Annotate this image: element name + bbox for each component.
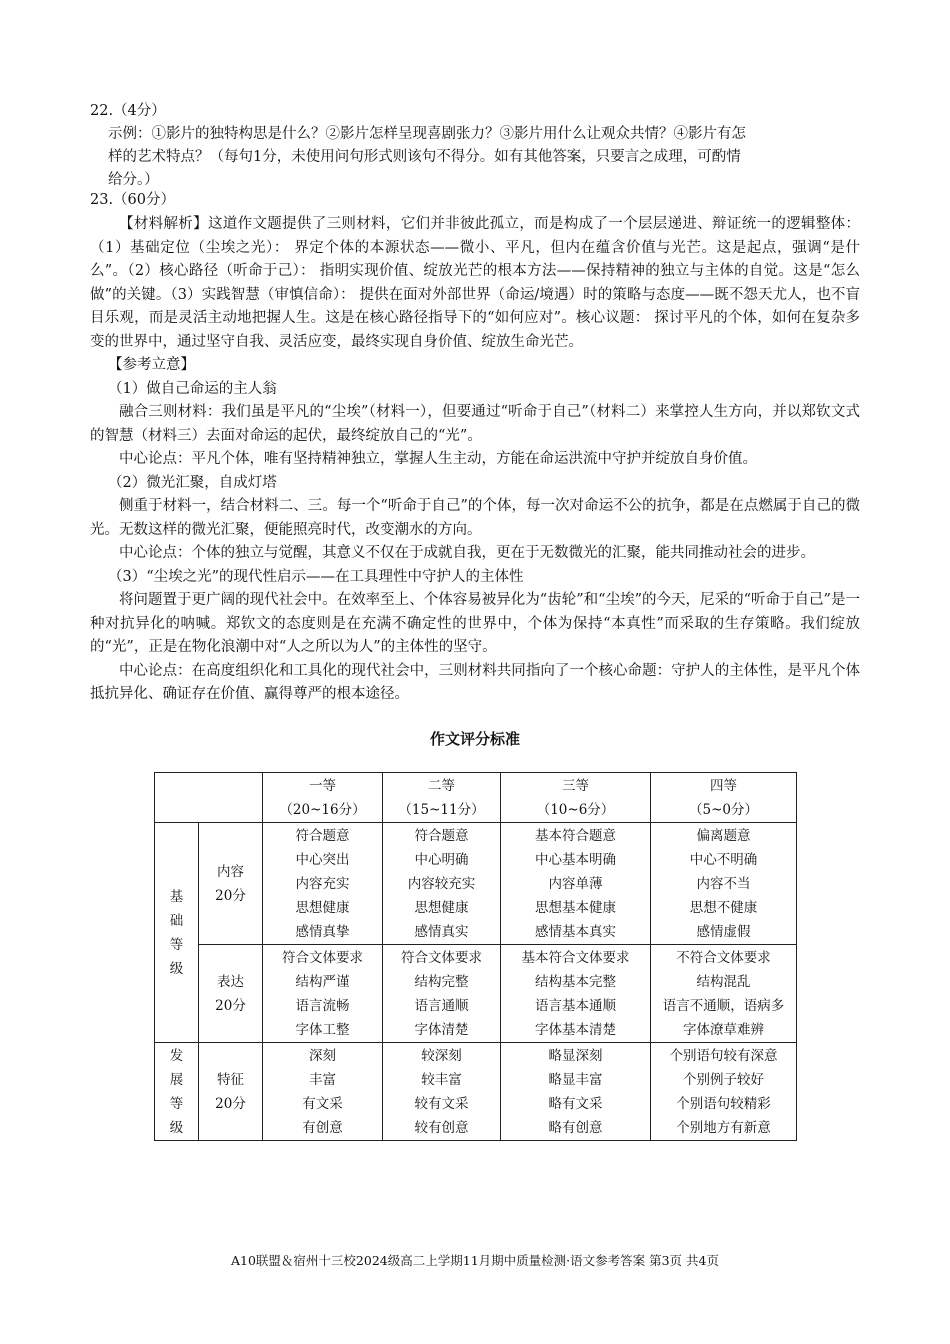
q23-heading: 23.（60分）	[90, 192, 176, 208]
table-cell: 偏离题意 中心不明确 内容不当 思想不健康 感情虚假	[651, 823, 797, 945]
header-grade-1: 一等 （20~16分）	[263, 773, 383, 823]
idea-3-center: 中心论点：在高度组织化和工具化的现代社会中，三则材料共同指向了一个核心命题：守护人的主体性，是平凡个体抵抗异化、确证存在价值、赢得尊严的根本途径。	[90, 662, 860, 702]
vertical-group-char: 础	[169, 912, 184, 929]
vertical-group-char: 级	[169, 960, 184, 977]
vertical-group-char: 等	[169, 1095, 184, 1112]
header-grade-4: 四等 （5~0分）	[651, 773, 797, 823]
table-cell: 符合文体要求 结构完整 语言通顺 字体清楚	[383, 945, 501, 1043]
vertical-group-char: 级	[169, 1119, 184, 1136]
vertical-group-char: 基	[169, 888, 184, 905]
vertical-group-char: 发	[169, 1047, 184, 1064]
table-row	[155, 945, 797, 1043]
q22-heading: 22.（4分）	[90, 103, 166, 119]
group-development-level	[155, 1043, 199, 1141]
table-corner-cell	[155, 773, 263, 823]
q22-line2: 样的艺术特点？（每句1分，未使用问句形式则该句不得分。如有其他答案，只要言之成理，可酌情	[108, 149, 741, 165]
idea-1-title: （1）做自己命运的主人翁	[108, 380, 277, 397]
grading-table	[154, 772, 797, 1141]
idea-2-title: （2）微光汇聚，自成灯塔	[108, 474, 277, 491]
table-cell: 较深刻 较丰富 较有文采 较有创意	[383, 1043, 501, 1141]
page-footer: A10联盟＆宿州十三校2024级高二上学期11月期中质量检测·语文参考答案 第3页 共4页	[231, 1253, 719, 1268]
table-cell: 符合文体要求 结构严谨 语言流畅 字体工整	[263, 945, 383, 1043]
group-basic-level	[155, 823, 199, 1043]
row-label-feature: 特征 20分	[199, 1043, 263, 1141]
table-row	[155, 823, 797, 945]
table-cell: 略显深刻 略显丰富 略有文采 略有创意	[501, 1043, 651, 1141]
q22-line1: 示例：①影片的独特构思是什么？②影片怎样呈现喜剧张力？③影片用什么让观众共情？④影片有怎	[108, 126, 746, 142]
header-grade-3: 三等 （10~6分）	[501, 773, 651, 823]
table-cell: 深刻 丰富 有文采 有创意	[263, 1043, 383, 1141]
idea-3-title: （3）“尘埃之光”的现代性启示——在工具理性中守护人的主体性	[108, 568, 524, 585]
grading-table-title: 作文评分标准	[429, 730, 520, 748]
row-label-expression: 表达 20分	[199, 945, 263, 1043]
vertical-group-char: 展	[169, 1071, 184, 1088]
table-row	[155, 1043, 797, 1141]
row-label-content: 内容 20分	[199, 823, 263, 945]
q22-line3: 给分。）	[108, 172, 159, 188]
idea-2-center: 中心论点：个体的独立与觉醒，其意义不仅在于成就自我，更在于无数微光的汇聚，能共同推动社会的进步。	[119, 545, 815, 561]
idea-3-body: 将问题置于更广阔的现代社会中。在效率至上、个体容易被异化为“齿轮”和“尘埃”的今天，尼采的“听命于自己”是一种对抗异化的呐喊。郑钦文的态度则是在充满不确定性的世界中，个体为保持“本真性”而采取的生存策略。我们绽放的“光”，正是在物化浪潮中对“人之所以为人”的主体性的坚守。	[90, 592, 860, 655]
vertical-group-char: 等	[169, 936, 184, 953]
table-cell: 不符合文体要求 结构混乱 语言不通顺，语病多 字体潦草难辨	[651, 945, 797, 1043]
table-cell: 符合题意 中心明确 内容较充实 思想健康 感情真实	[383, 823, 501, 945]
material-analysis: 【材料解析】这道作文题提供了三则材料，它们并非彼此孤立，而是构成了一个层层递进、辩证统一的逻辑整体：（1）基础定位（尘埃之光）： 界定个体的本源状态——微小、平凡，但内在蕴含价值与光芒。这是起点，强调“是什么”。（2）核心路径（听命于己）： 指明实现价值、绽放光芒的根本方法——保持精神的独立与主体的自觉。这是“怎么做”的关键。（3）实践智慧（审慎信命）： 提供在面对外部世界（命运/境遇）时的策略与态度——既不怨天尤人，也不盲目乐观，而是灵活主动地把握人生。这是在核心路径指导下的“如何应对”。核心议题： 探讨平凡的个体，如何在复杂多变的世界中，通过坚守自我、灵活应变，最终实现自身价值、绽放生命光芒。	[90, 216, 860, 350]
header-grade-2: 二等 （15~11分）	[383, 773, 501, 823]
table-header-row	[155, 773, 797, 823]
table-cell: 符合题意 中心突出 内容充实 思想健康 感情真挚	[263, 823, 383, 945]
reference-heading: 【参考立意】	[108, 357, 195, 373]
idea-1-center: 中心论点：平凡个体，唯有坚持精神独立，掌握人生主动，方能在命运洪流中守护并绽放自身价值。	[119, 451, 757, 467]
table-cell: 基本符合题意 中心基本明确 内容单薄 思想基本健康 感情基本真实	[501, 823, 651, 945]
q23-body	[90, 213, 860, 707]
idea-1-body: 融合三则材料：我们虽是平凡的“尘埃”（材料一），但要通过“听命于自己”（材料二）来掌控人生方向，并以郑钦文式的智慧（材料三）去面对命运的起伏，最终绽放自己的“光”。	[90, 404, 860, 444]
table-cell: 基本符合文体要求 结构基本完整 语言基本通顺 字体基本清楚	[501, 945, 651, 1043]
idea-2-body: 侧重于材料一，结合材料二、三。每一个“听命于自己”的个体，每一次对命运不公的抗争，都是在点燃属于自己的微光。无数这样的微光汇聚，便能照亮时代，改变潮水的方向。	[90, 498, 860, 538]
table-cell: 个别语句较有深意 个别例子较好 个别语句较精彩 个别地方有新意	[651, 1043, 797, 1141]
